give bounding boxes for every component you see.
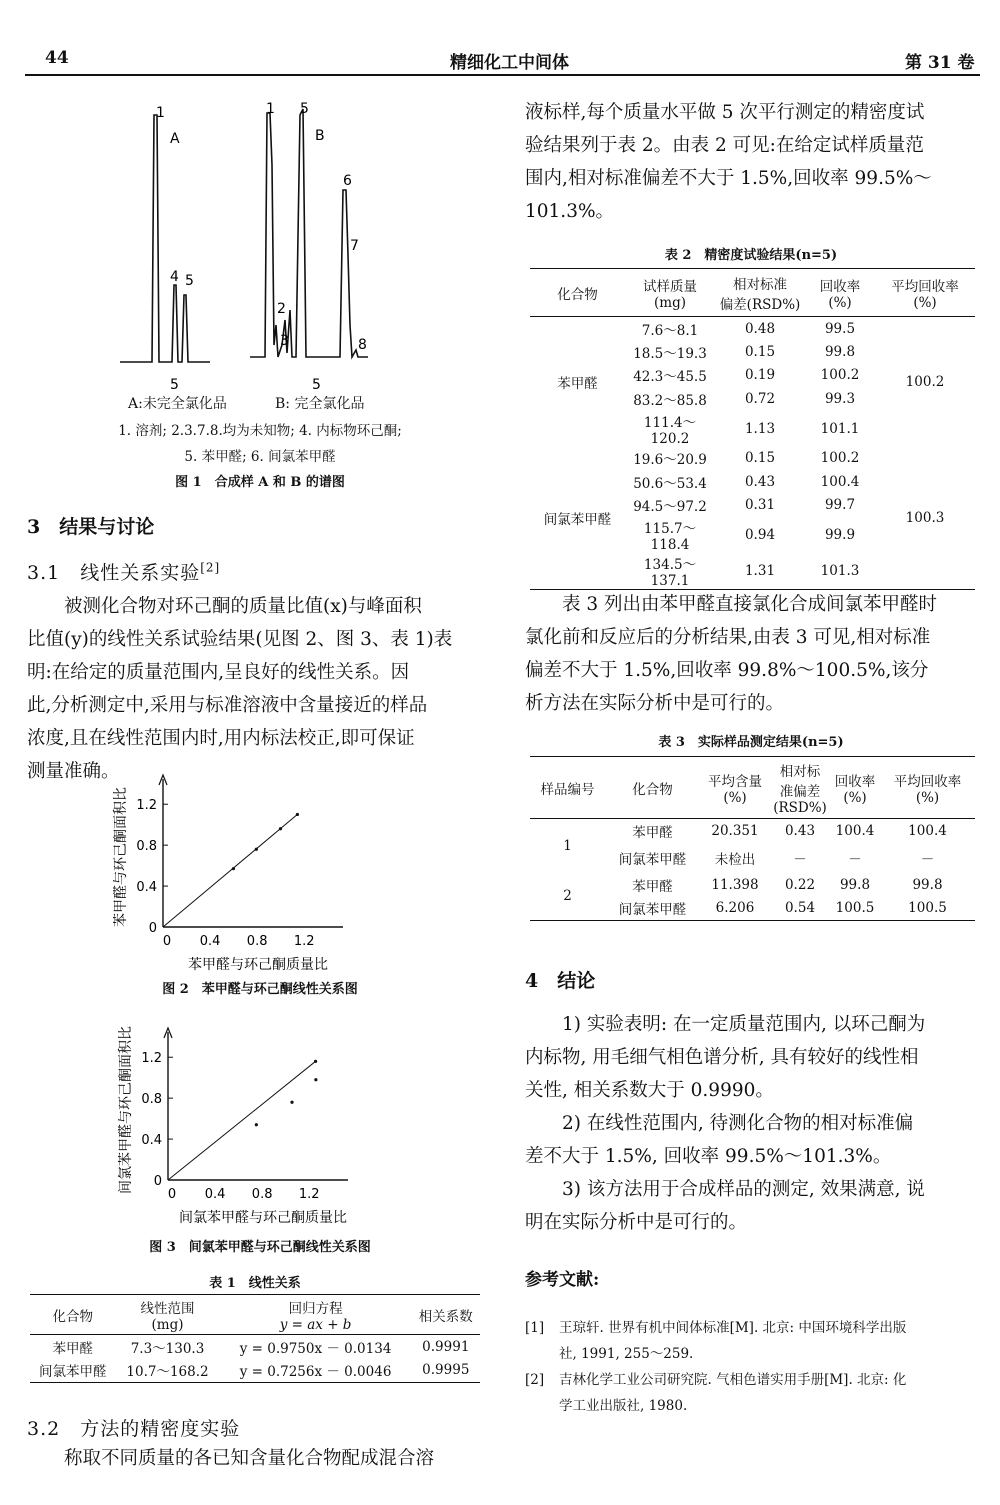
table-row: 18.5～19.3 0.15 99.8: [633, 343, 856, 362]
table-row: 134.5～137.1 1.31 101.3: [643, 557, 860, 589]
fig1-sub-a: A:未完全氯化品: [128, 396, 227, 412]
table-row: 42.3～45.5 0.19 100.2: [633, 367, 860, 386]
table-row: 苯甲醛 7.3～130.3 y = 0.9750x － 0.0134 0.9991: [52, 1338, 470, 1357]
table2-title: 表 2 精密度试验结果(n=5): [664, 248, 838, 263]
fig2-x-tick-label: 1.2: [293, 934, 315, 949]
table-3: 样品编号 化合物 平均含量 (%) 相对标 准偏差 (RSD%) 回收率 (%) 平均回收率 (%) 1 苯甲醛 20.351 0.43 100.4 100.4 间氯苯甲醛 未检出 － － － 2 苯甲醛 11.398 0.22 99.8 99.8 间氯苯甲醛 6.206 0.54 100.5 100.5: [530, 756, 975, 921]
fig1-sub-b: B: 完全氯化品: [275, 396, 365, 412]
table1-title: 表 1 线性关系: [209, 1276, 301, 1291]
table-row: 115.7～118.4 0.94 99.9: [643, 521, 856, 553]
fig3-y-tick-label: 1.2: [141, 1051, 162, 1067]
axis-label-a: 5: [170, 377, 179, 393]
fig2-y-tick-label: 1.2: [136, 798, 157, 814]
right-paragraph-2: 表 3 列出由苯甲醛直接氯化合成间氯苯甲醛时 氯化前和反应后的分析结果,由表 3 可见,相对标准 偏差不大于 1.5%,回收率 99.8%～100.5%,该分 析方法在实际分析中是可行的。: [525, 594, 938, 714]
fig3-data-point: [290, 1101, 293, 1104]
peak-label-b1: 1: [266, 101, 275, 117]
table-row: 间氯苯甲醛 10.7～168.2 y = 0.7256x － 0.0046 0.9995: [38, 1362, 470, 1381]
section-4-heading: 4 结论: [525, 970, 596, 992]
peak-label-b6: 6: [343, 173, 352, 189]
section-3-1-heading: 3.1 线性关系实验[2]: [27, 560, 221, 584]
reference-1: [1] 王琼轩. 世界有机中间体标准[M]. 北京: 中国环境科学出版 社, 1991, 255～259.: [525, 1320, 907, 1362]
fig3-y-tick-label: 0.8: [141, 1092, 162, 1108]
fig3-y-label: 间氯苯甲醛与环己酮面积比: [118, 1026, 134, 1194]
peak-label-b2: 2: [277, 301, 286, 317]
references-heading: 参考文献:: [525, 1270, 600, 1290]
fig2-x-tick-label: 0: [162, 934, 172, 949]
peak-label-b7: 7: [350, 238, 359, 254]
page-number: 44: [45, 48, 69, 68]
chromatogram-figure: [110, 95, 400, 395]
volume-label: 第 31 卷: [905, 53, 975, 73]
section-3-heading: 3 结果与讨论: [27, 516, 155, 538]
journal-title: 精细化工中间体: [450, 53, 569, 73]
fig3-x-tick-label: 0.8: [251, 1187, 273, 1202]
peak-label-a1: 1: [156, 105, 165, 121]
fig2-x-label: 苯甲醛与环己酮质量比: [188, 957, 328, 973]
table-2: 化合物 试样质量 (mg) 相对标准 偏差(RSD%) 回收率 (%) 平均回收率 (%) 苯甲醛 7.6～8.1 0.48 99.5 100.2 18.5～19.3 0.15 99.8 42.3～45.5 0.19 100.2 83.2～85.8 0.72 99.3 111.4～120.2 1.13 101.1 间氯苯甲醛 19.6～20.9 0.15 100.2 100.3 50.6～53.4 0.43 100.4 94.5～97.2 0.31 99.7 115.7～118.4 0.94 99.9 134.5～137.1 1.31 101.3: [530, 268, 975, 590]
table-1: 化合物 线性范围 (mg) 回归方程 y = ax + b 相关系数 苯甲醛 7.3～130.3 y = 0.9750x － 0.0134 0.9991 间氯苯甲醛 10.7～168.2 y = 0.7256x － 0.0046 0.9995: [30, 1294, 480, 1383]
peak-label-a5: 5: [185, 273, 194, 289]
fig3-x-tick-label: 1.2: [298, 1187, 320, 1202]
table-row: 1 苯甲醛 20.351 0.43 100.4 100.4: [563, 822, 947, 854]
label-B: B: [315, 128, 325, 144]
fig2-y-tick-label: 0.8: [136, 839, 157, 855]
t1-h-compound: 化合物: [52, 1308, 93, 1325]
fig2-data-point: [255, 848, 258, 851]
fig2-y-tick-label: 0.4: [136, 880, 157, 896]
section-3-2-line: 称取不同质量的各已知含量化合物配成混合溶: [64, 1448, 435, 1469]
fig3-x-tick-label: 0: [167, 1187, 177, 1202]
fig3-x-label: 间氯苯甲醛与环己酮质量比: [179, 1210, 347, 1226]
fig2-data-point: [296, 813, 299, 816]
fig2-y-tick-label: 0: [148, 921, 157, 936]
label-A: A: [170, 131, 180, 147]
fig2-data-point: [279, 827, 282, 830]
fig3-data-point: [314, 1078, 317, 1081]
table-row: 111.4～120.2 1.13 101.1: [643, 414, 860, 447]
peak-label-a4: 4: [170, 269, 179, 285]
section-3-2-heading: 3.2 方法的精密度实验: [27, 1418, 241, 1440]
peak-label-b8: 8: [358, 337, 367, 353]
fig2-caption: 图 2 苯甲醛与环己酮线性关系图: [162, 982, 358, 997]
fig3-y-tick-label: 0: [153, 1174, 162, 1189]
fig3-x-tick-label: 0.4: [204, 1187, 226, 1202]
table-row: 2 苯甲醛 11.398 0.22 99.8 99.8: [563, 876, 943, 905]
section-3-1-paragraph: 被测化合物对环己酮的质量比值(x)与峰面积 比值(y)的线性关系试验结果(见图 2、图 3、表 1)表 明:在给定的质量范围内,呈良好的线性关系。因 此,分析测定中,采用与标准溶液中含量接近的样品 浓度,且在线性范围内时,用内标法校正,即可保证 测量准确。: [27, 596, 453, 782]
linearity-chart-benzaldehyde: [105, 772, 365, 982]
fig3-y-tick-label: 0.4: [141, 1133, 162, 1149]
fig1-legend-1: 1. 溶剂; 2.3.7.8.均为未知物; 4. 内标物环己酮;: [118, 423, 402, 439]
table-row: 83.2～85.8 0.72 99.3: [633, 390, 856, 409]
peak-label-b5: 5: [300, 101, 309, 117]
fig3-caption: 图 3 间氯苯甲醛与环己酮线性关系图: [149, 1240, 371, 1255]
table-row: 苯甲醛 7.6～8.1 0.48 99.5 100.2: [557, 320, 945, 392]
linearity-chart-chlorobenzaldehyde: [110, 1025, 380, 1235]
conclusions: 1) 实验表明: 在一定质量范围内, 以环己酮为 内标物, 用毛细气相色谱分析, 具有较好的线性相 关性, 相关系数大于 0.9990。 2) 在线性范围内, 待测化合物的相对标准偏 差不大于 1.5%, 回收率 99.5%～101.3%。 3) 该方法用于合成样品的测定, 效果满意, 说 明在实际分析中是可行的。: [525, 1014, 926, 1233]
fig3-data-point: [255, 1123, 258, 1126]
fig2-regression-line: [163, 814, 298, 927]
axis-label-b: 5: [312, 377, 321, 393]
fig3-regression-line: [168, 1062, 315, 1180]
table-row: 间氯苯甲醛 6.206 0.54 100.5 100.5: [618, 900, 947, 919]
fig2-y-label: 苯甲醛与环己酮面积比: [113, 787, 129, 927]
fig3-data-point: [314, 1060, 317, 1063]
peak-label-b3: 3: [280, 333, 289, 349]
table-row: 50.6～53.4 0.43 100.4: [633, 473, 860, 492]
fig2-x-tick-label: 0.8: [246, 934, 268, 949]
table-row: 间氯苯甲醛 19.6～20.9 0.15 100.2 100.3: [543, 450, 945, 528]
fig2-data-point: [232, 867, 235, 870]
fig1-legend-2: 5. 苯甲醛; 6. 间氯苯甲醛: [184, 449, 336, 465]
fig1-caption: 图 1 合成样 A 和 B 的谱图: [175, 475, 345, 490]
header-rule: [25, 74, 980, 76]
reference-2: [2] 吉林化学工业公司研究院. 气相色谱实用手册[M]. 北京: 化 学工业出版社, 1980.: [525, 1372, 907, 1414]
table-row: 94.5～97.2 0.31 99.7: [633, 497, 856, 516]
right-paragraph-1: 液标样,每个质量水平做 5 次平行测定的精密度试 验结果列于表 2。由表 2 可见:在给定试样质量范 围内,相对标准偏差不大于 1.5%,回收率 99.5%～ 101.3%。: [525, 102, 932, 222]
fig2-x-tick-label: 0.4: [199, 934, 221, 949]
table-row: 间氯苯甲醛 未检出 － － －: [618, 851, 935, 868]
table3-title: 表 3 实际样品测定结果(n=5): [658, 735, 844, 750]
